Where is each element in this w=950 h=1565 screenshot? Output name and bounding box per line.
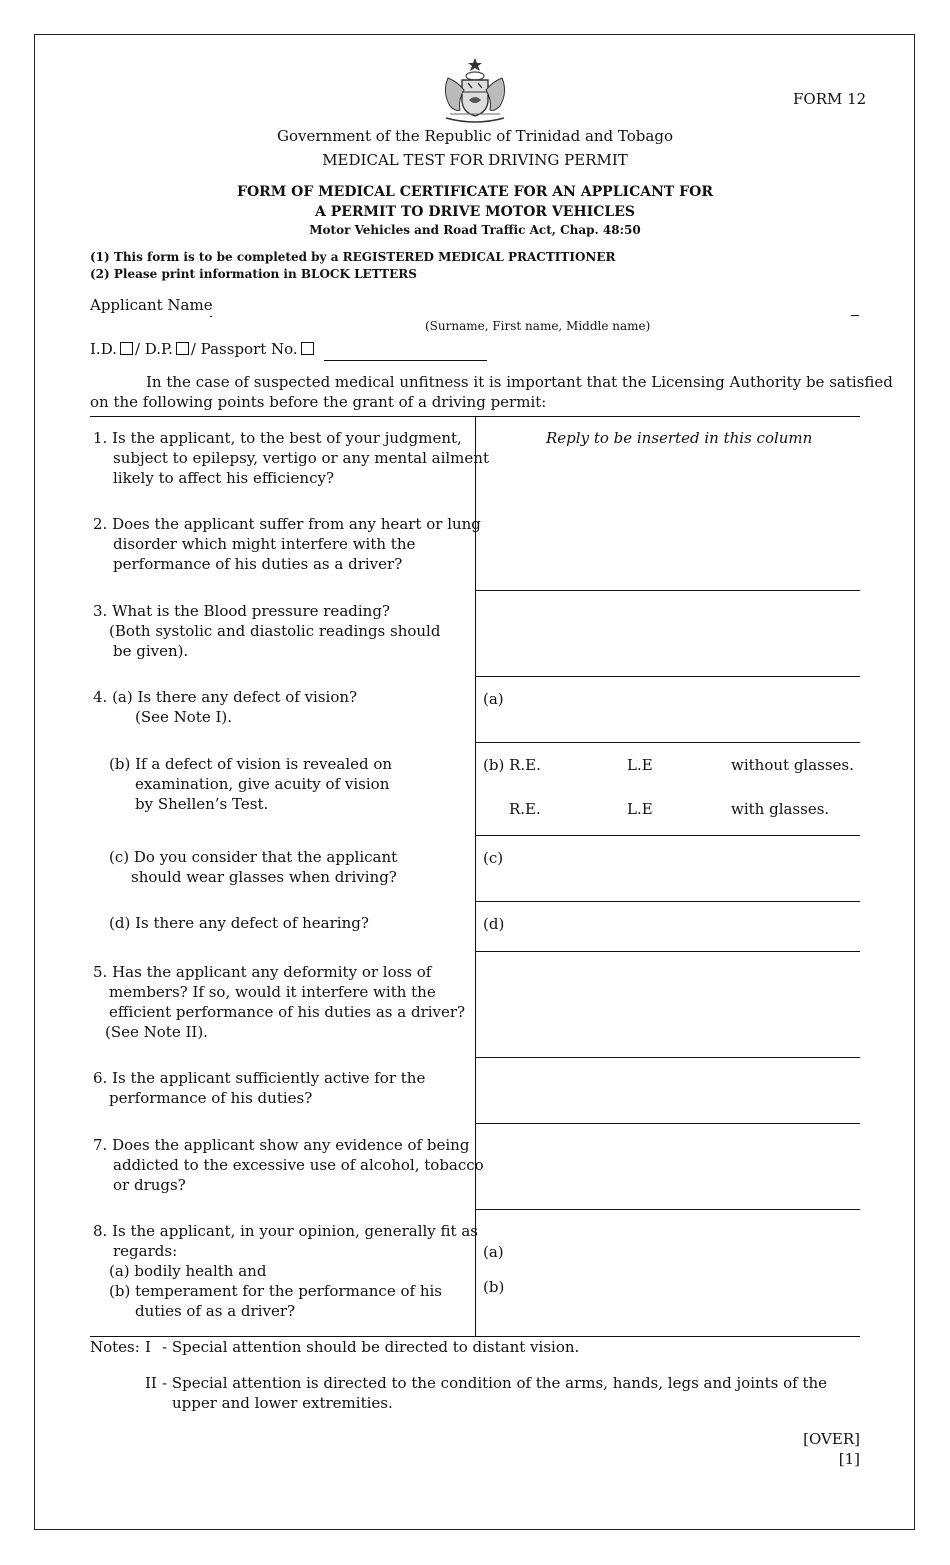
answer-4b-re-without[interactable]: (b) R.E. [483,756,541,774]
note-2-number: II [145,1374,157,1392]
note-1-text: - Special attention should be directed to distant vision. [162,1338,580,1356]
question-line: 8. Is the applicant, in your opinion, generally fit as [93,1222,478,1240]
reply-column-header: Reply to be inserted in this column [546,429,813,447]
answer-8b-field[interactable]: (b) [483,1278,505,1296]
question-2 [93,514,481,574]
question-line: addicted to the excessive use of alcohol, tobacco [113,1156,484,1174]
question-line: regards: [113,1242,178,1260]
applicant-name-field[interactable] [851,315,859,316]
answer-divider [475,1123,860,1124]
question-7 [93,1135,484,1195]
question-line: by Shellen’s Test. [135,795,269,813]
question-8 [93,1221,478,1321]
intro-line2: on the following points before the grant of a driving permit: [90,393,547,411]
id-row [90,339,316,359]
id-checkbox[interactable] [120,342,133,355]
question-line: (Both systolic and diastolic readings should [109,622,441,640]
question-line: 1. Is the applicant, to the best of your judgment, [93,429,462,447]
question-line: 4. (a) Is there any defect of vision? [93,688,358,706]
answer-divider [475,1209,860,1210]
applicant-name-label: Applicant Name [90,296,213,314]
form-title-line1: FORM OF MEDICAL CERTIFICATE FOR AN APPLICANT FOR [237,184,713,200]
question-line: 7. Does the applicant show any evidence of being [93,1136,470,1154]
answer-divider [475,901,860,902]
question-line: duties of as a driver? [135,1302,296,1320]
question-line: performance of his duties as a driver? [113,555,403,573]
applicant-name-start-tick [210,316,212,317]
question-4a [93,687,357,727]
form-title-line2: A PERMIT TO DRIVE MOTOR VEHICLES [314,204,636,220]
answer-8a-field[interactable]: (a) [483,1243,504,1261]
answer-4b-le-with[interactable]: L.E [627,800,653,818]
note-2-text-line1: - Special attention is directed to the condition of the arms, hands, legs and joints of the [162,1374,828,1392]
question-line: members? If so, would it interfere with the [109,983,436,1001]
dp-label: / D.P. [134,340,173,358]
question-4d [109,913,369,933]
answer-4b-le-without[interactable]: L.E [627,756,653,774]
answer-4b-re-with[interactable]: R.E. [509,800,541,818]
question-line: (c) Do you consider that the applicant [109,848,398,866]
page-subtitle: MEDICAL TEST FOR DRIVING PERMIT [322,151,628,169]
passport-label: / Passport No. [190,340,298,358]
page-number: [1] [838,1450,860,1468]
question-line: 6. Is the applicant sufficiently active for the [93,1069,426,1087]
answer-divider [475,951,860,952]
question-5 [93,962,465,1042]
passport-checkbox[interactable] [301,342,314,355]
answer-divider [475,1057,860,1058]
question-line: performance of his duties? [109,1089,313,1107]
answer-4b-with-label: with glasses. [731,800,830,818]
government-title: Government of the Republic of Trinidad and Tobago [277,127,673,145]
form-number: FORM 12 [793,90,867,108]
question-6 [93,1068,425,1108]
question-line: should wear glasses when driving? [131,868,397,886]
question-line: efficient performance of his duties as a driver? [109,1003,466,1021]
question-line: (See Note I). [135,708,233,726]
instruction-1: (1) This form is to be completed by a REGISTERED MEDICAL PRACTITIONER [90,250,616,264]
dp-checkbox[interactable] [176,342,189,355]
question-line: (See Note II). [105,1023,208,1041]
question-line: 2. Does the applicant suffer from any heart or lung [93,515,481,533]
act-reference: Motor Vehicles and Road Traffic Act, Chap. 48:50 [309,223,641,237]
question-line: likely to affect his efficiency? [113,469,335,487]
answer-4b-without-label: without glasses. [731,756,854,774]
question-line: 3. What is the Blood pressure reading? [93,602,390,620]
question-line: (d) Is there any defect of hearing? [109,914,369,932]
note-1-number: I [145,1338,151,1356]
answer-divider [475,742,860,743]
question-line: (a) bodily health and [109,1262,267,1280]
notes-label: Notes: [90,1338,140,1356]
applicant-name-hint: (Surname, First name, Middle name) [425,319,651,333]
question-3 [93,601,440,661]
question-4b [109,754,392,814]
question-line: (b) If a defect of vision is revealed on [109,755,393,773]
note-2-text-line2: upper and lower extremities. [172,1394,393,1412]
coat-of-arms-icon [438,56,512,124]
question-line: be given). [113,642,189,660]
answer-divider [475,590,860,591]
question-1 [93,428,489,488]
question-4c [109,847,397,887]
question-line: disorder which might interfere with the [113,535,416,553]
instruction-2: (2) Please print information in BLOCK LETTERS [90,267,417,281]
answer-divider [475,676,860,677]
answer-4d-field[interactable]: (d) [483,915,505,933]
question-line: subject to epilepsy, vertigo or any mental ailment [113,449,489,467]
question-line: examination, give acuity of vision [135,775,390,793]
answer-4a-field[interactable]: (a) [483,690,504,708]
answer-4c-field[interactable]: (c) [483,849,504,867]
question-line: (b) temperament for the performance of his [109,1282,442,1300]
question-line: or drugs? [113,1176,186,1194]
intro-line1: In the case of suspected medical unfitness it is important that the Licensing Authority be satisfied [146,373,893,391]
id-label: I.D. [90,340,117,358]
id-number-field[interactable] [324,360,487,361]
over-marker: [OVER] [803,1430,860,1448]
answer-divider [475,835,860,836]
question-line: 5. Has the applicant any deformity or loss of [93,963,432,981]
